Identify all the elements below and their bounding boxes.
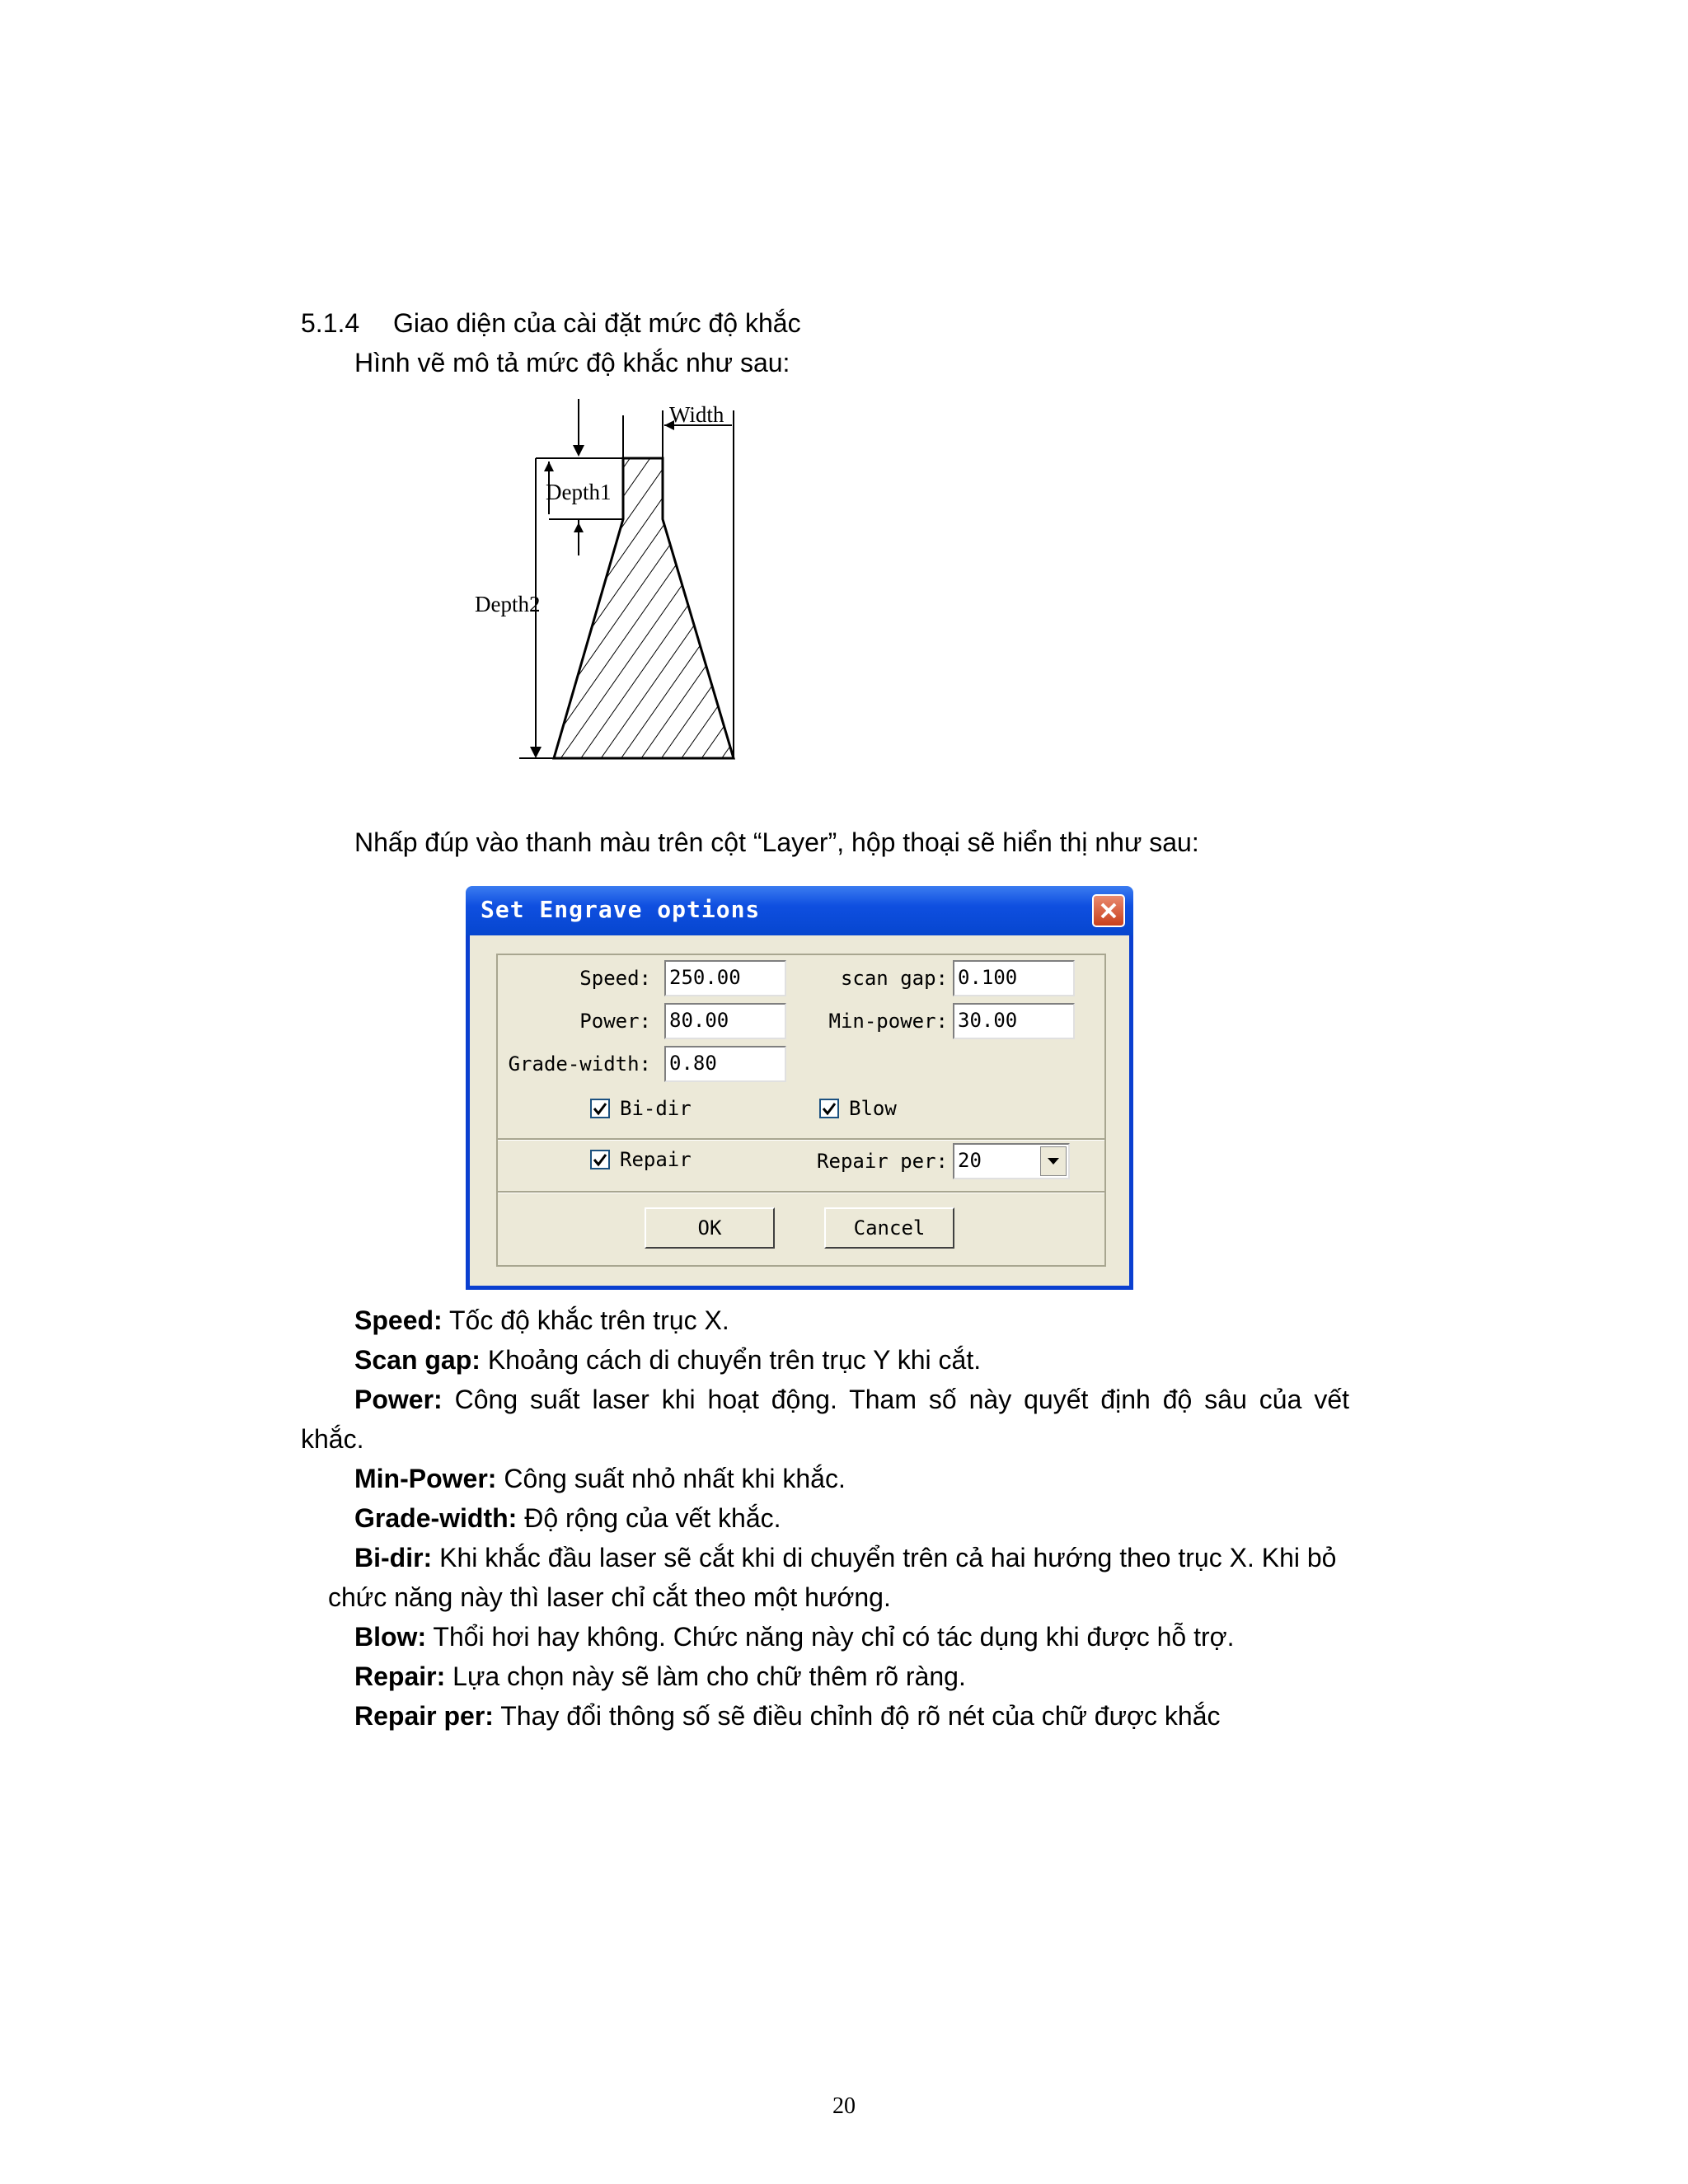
desc-repair xyxy=(354,1660,966,1693)
desc-grade-width xyxy=(354,1502,781,1535)
desc-text: Công suất nhỏ nhất khi khắc. xyxy=(496,1464,846,1493)
desc-text: Thay đổi thông số sẽ điều chỉnh độ rõ nét của chữ được khắc xyxy=(493,1701,1221,1731)
checkmark-icon xyxy=(593,1152,607,1167)
desc-text: Tốc độ khắc trên trục X. xyxy=(442,1305,729,1335)
desc-text: Thổi hơi hay không. Chức năng này chỉ có tác dụng khi được hỗ trợ. xyxy=(426,1622,1235,1652)
page-number: 20 xyxy=(832,2093,856,2119)
repair-checkbox-box[interactable] xyxy=(590,1150,610,1169)
grade-width-input[interactable]: 0.80 xyxy=(664,1046,786,1082)
desc-term: Repair: xyxy=(354,1661,446,1691)
power-label: Power: xyxy=(579,1010,651,1033)
intro-text: Hình vẽ mô tả mức độ khắc như sau: xyxy=(354,348,790,377)
checkmark-icon xyxy=(822,1101,837,1116)
bidir-checkbox[interactable] xyxy=(590,1097,692,1120)
depth2-label: Depth2 xyxy=(475,592,541,616)
desc-blow xyxy=(354,1620,1235,1653)
ok-button[interactable]: OK xyxy=(645,1207,775,1249)
width-label: Width xyxy=(669,402,724,427)
desc-repair-per xyxy=(354,1699,1220,1732)
desc-term: Power: xyxy=(354,1385,443,1414)
repair-per-value: 20 xyxy=(958,1149,982,1172)
speed-label: Speed: xyxy=(579,967,651,990)
bidir-label: Bi-dir xyxy=(620,1097,692,1120)
dialog-title: Set Engrave options xyxy=(481,896,761,923)
desc-text: Công suất laser khi hoạt động. Tham số này quyết định độ sâu của vết xyxy=(442,1385,1349,1414)
section-number: 5.1.4 xyxy=(301,308,360,338)
repair-per-dropdown-button[interactable] xyxy=(1040,1146,1067,1176)
desc-text: Khoảng cách di chuyển trên trục Y khi cắt. xyxy=(480,1345,982,1375)
repair-checkbox[interactable] xyxy=(590,1148,692,1171)
desc-term: Bi-dir: xyxy=(354,1543,433,1572)
repair-per-label: Repair per: xyxy=(817,1150,948,1173)
speed-input[interactable]: 250.00 xyxy=(664,960,786,996)
bidir-checkbox-box[interactable] xyxy=(590,1099,610,1118)
min-power-label: Min-power: xyxy=(828,1010,948,1033)
dialog-titlebar xyxy=(466,886,1133,935)
desc-scan-gap xyxy=(354,1343,981,1376)
separator xyxy=(498,1138,1104,1141)
scan-gap-label: scan gap: xyxy=(840,967,948,990)
blow-checkbox-box[interactable] xyxy=(819,1099,839,1118)
repair-label: Repair xyxy=(620,1148,692,1171)
engrave-options-dialog xyxy=(466,886,1133,1290)
options-panel xyxy=(496,954,1106,1267)
desc-power xyxy=(354,1383,1349,1416)
section-heading xyxy=(301,307,801,340)
desc-text: Lựa chọn này sẽ làm cho chữ thêm rõ ràng. xyxy=(445,1661,966,1691)
desc-term: Scan gap: xyxy=(354,1345,481,1375)
desc-text: Độ rộng của vết khắc. xyxy=(517,1503,781,1533)
section-title: Giao diện của cài đặt mức độ khắc xyxy=(393,308,801,338)
desc-term: Min-Power: xyxy=(354,1464,497,1493)
desc-term: Blow: xyxy=(354,1622,427,1652)
desc-speed xyxy=(354,1304,729,1337)
depth1-label: Depth1 xyxy=(546,480,612,504)
desc-bidir xyxy=(354,1541,1336,1574)
min-power-input[interactable]: 30.00 xyxy=(953,1003,1075,1039)
desc-power-cont: khắc. xyxy=(301,1424,364,1454)
chevron-down-icon xyxy=(1047,1157,1060,1165)
close-button[interactable] xyxy=(1092,894,1125,927)
grade-width-label: Grade-width: xyxy=(508,1052,651,1076)
blow-label: Blow xyxy=(849,1097,897,1120)
checkmark-icon xyxy=(593,1101,607,1116)
desc-term: Grade-width: xyxy=(354,1503,518,1533)
dialog-instruction: Nhấp đúp vào thanh màu trên cột “Layer”, hộp thoại sẽ hiển thị như sau: xyxy=(354,827,1199,857)
desc-bidir-cont: chức năng này thì laser chỉ cắt theo một hướng. xyxy=(328,1582,891,1612)
close-icon xyxy=(1100,902,1118,920)
desc-text: Khi khắc đầu laser sẽ cắt khi di chuyển trên cả hai hướng theo trục X. Khi bỏ xyxy=(432,1543,1337,1572)
separator xyxy=(498,1191,1104,1193)
cancel-button[interactable]: Cancel xyxy=(824,1207,954,1249)
power-input[interactable]: 80.00 xyxy=(664,1003,786,1039)
engrave-depth-diagram xyxy=(470,399,750,778)
desc-term: Repair per: xyxy=(354,1701,494,1731)
desc-term: Speed: xyxy=(354,1305,443,1335)
repair-per-select[interactable] xyxy=(953,1143,1070,1179)
blow-checkbox[interactable] xyxy=(819,1097,897,1120)
dialog-client-area xyxy=(470,935,1129,1286)
scan-gap-input[interactable]: 0.100 xyxy=(953,960,1075,996)
desc-min-power xyxy=(354,1462,846,1495)
